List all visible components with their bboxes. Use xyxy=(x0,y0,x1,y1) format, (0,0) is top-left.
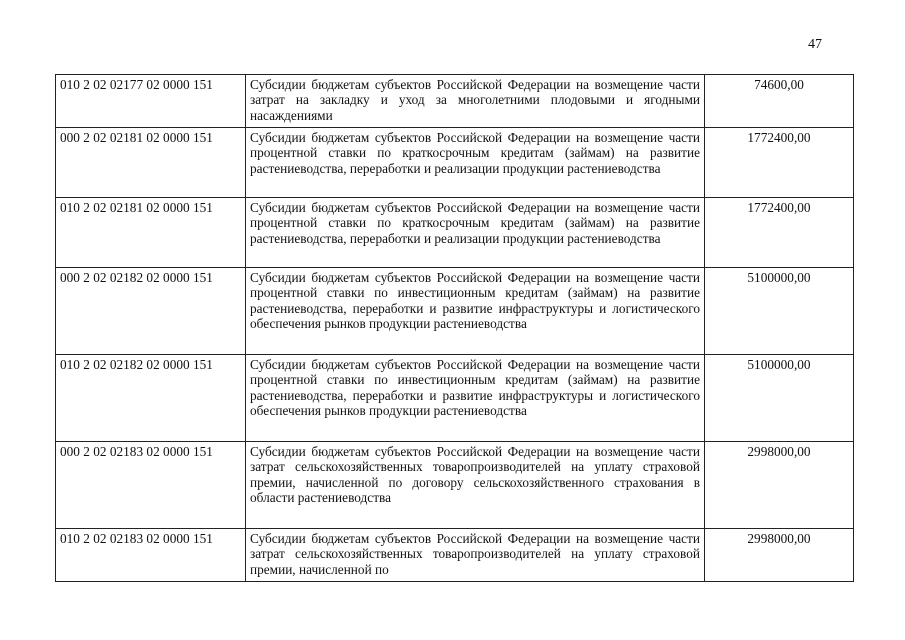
table-row xyxy=(56,75,854,128)
amount-cell: 2998000,00 xyxy=(705,442,854,529)
amount-cell: 1772400,00 xyxy=(705,128,854,198)
budget-code-cell: 000 2 02 02181 02 0000 151 xyxy=(56,128,246,198)
amount-cell: 5100000,00 xyxy=(705,268,854,355)
table-row xyxy=(56,355,854,442)
description-cell: Субсидии бюджетам субъектов Российской Федерации на возмещение части затрат сельскохозяйственных товаропроизводителей на уплату страховой премии, начисленной по xyxy=(246,529,705,582)
table-row xyxy=(56,529,854,582)
description-cell: Субсидии бюджетам субъектов Российской Федерации на возмещение части процентной ставки по краткосрочным кредитам (займам) на развитие растениеводства, переработки и реализации продукции растениеводства xyxy=(246,198,705,268)
budget-code-cell: 010 2 02 02183 02 0000 151 xyxy=(56,529,246,582)
description-cell: Субсидии бюджетам субъектов Российской Федерации на возмещение части процентной ставки по инвестиционным кредитам (займам) на развитие растениеводства, переработки и развитие инфраструктуры и логистического обеспечения рынков продукции растениеводства xyxy=(246,268,705,355)
amount-cell: 2998000,00 xyxy=(705,529,854,582)
description-cell: Субсидии бюджетам субъектов Российской Федерации на возмещение части затрат сельскохозяйственных товаропроизводителей на уплату страховой премии, начисленной по договору сельскохозяйственного страхования в области растениеводства xyxy=(246,442,705,529)
amount-cell: 74600,00 xyxy=(705,75,854,128)
budget-code-cell: 010 2 02 02177 02 0000 151 xyxy=(56,75,246,128)
table-row xyxy=(56,268,854,355)
table-row xyxy=(56,442,854,529)
amount-cell: 1772400,00 xyxy=(705,198,854,268)
budget-code-cell: 010 2 02 02182 02 0000 151 xyxy=(56,355,246,442)
description-cell: Субсидии бюджетам субъектов Российской Федерации на возмещение части затрат на закладку и уход за многолетними плодовыми и ягодными насаждениями xyxy=(246,75,705,128)
amount-cell: 5100000,00 xyxy=(705,355,854,442)
page-number: 47 xyxy=(808,37,822,52)
table-row xyxy=(56,128,854,198)
table-row xyxy=(56,198,854,268)
budget-code-cell: 000 2 02 02182 02 0000 151 xyxy=(56,268,246,355)
budget-revenue-table xyxy=(55,74,854,582)
description-cell: Субсидии бюджетам субъектов Российской Федерации на возмещение части процентной ставки по краткосрочным кредитам (займам) на развитие растениеводства, переработки и реализации продукции растениеводства xyxy=(246,128,705,198)
description-cell: Субсидии бюджетам субъектов Российской Федерации на возмещение части процентной ставки по инвестиционным кредитам (займам) на развитие растениеводства, переработки и развитие инфраструктуры и логистического обеспечения рынков продукции растениеводства xyxy=(246,355,705,442)
budget-code-cell: 010 2 02 02181 02 0000 151 xyxy=(56,198,246,268)
budget-code-cell: 000 2 02 02183 02 0000 151 xyxy=(56,442,246,529)
